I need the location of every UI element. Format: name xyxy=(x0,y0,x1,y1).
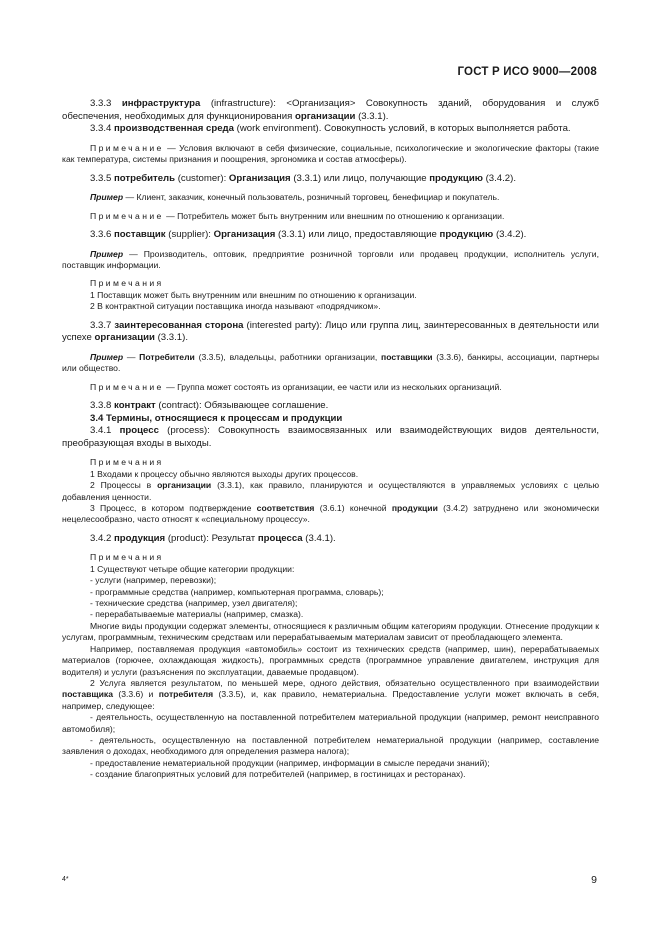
category-item: - технические средства (например, узел двигателя); xyxy=(90,598,298,609)
note-item: 2 Процессы в организации (3.3.1), как правило, планируются и осуществляются в управляемых условиях с целью добавления ценности. xyxy=(62,480,600,502)
example-3-3-6 xyxy=(62,249,599,272)
term-3-4-2 xyxy=(62,533,599,546)
term-reference: соответствия xyxy=(256,503,315,514)
term-name: заинтересованная сторона xyxy=(114,319,244,331)
document-code: ГОСТ Р ИСО 9000—2008 xyxy=(457,66,597,78)
term-name: процесс xyxy=(119,425,159,437)
term-number: 3.4.1 xyxy=(90,425,112,437)
term-definition: Обязывающее соглашение. xyxy=(204,400,329,412)
term-reference-number: (3.3.1). xyxy=(157,332,189,344)
service-item: - деятельность, осуществленную на поставленной потребителем нематериальной продукции (например, составление заявления о доходах, необходимого для определения размера налога); xyxy=(62,734,599,757)
notes-3-4-2 xyxy=(62,552,599,780)
note-item: 1 Поставщик может быть внутренним или внешним по отношению к организации. xyxy=(90,289,417,300)
notes-label: Примечания xyxy=(90,457,164,468)
category-item: - программные средства (например, компьютерная программа, словарь); xyxy=(90,586,384,597)
example-3-3-5 xyxy=(62,192,599,203)
example-text: (3.3.5), владельцы, работники организации, xyxy=(198,351,378,362)
example-text: (3.3.6), банкиры, ассоциации, партнеры или общество. xyxy=(62,351,599,374)
document-body xyxy=(62,98,599,781)
note-label: Примечание xyxy=(90,381,164,392)
example-label: Пример xyxy=(90,248,124,259)
note-3-3-4 xyxy=(62,143,599,166)
term-reference: поставщики xyxy=(381,351,433,362)
term-number: 3.3.3 xyxy=(90,98,112,109)
example-3-3-7 xyxy=(62,352,599,375)
term-3-4-1 xyxy=(62,425,599,450)
note-text: — Потребитель может быть внутренним или внешним по отношению к организации. xyxy=(166,210,505,221)
note-label: Примечание xyxy=(90,142,164,153)
term-reference-number: (3.4.1). xyxy=(305,532,336,544)
notes-3-4-1 xyxy=(62,457,599,525)
term-name: продукция xyxy=(114,532,166,544)
term-reference: поставщика xyxy=(62,689,113,700)
category-item: - услуги (например, перевозки); xyxy=(90,575,217,586)
term-reference-number: (3.4.2). xyxy=(485,172,517,184)
notes-3-3-6 xyxy=(62,278,599,312)
term-number: 3.3.4 xyxy=(90,123,112,135)
note-text: — Условия включают в себя физические, социальные, психологические и экологические факторы (такие как температура, системы признания и поощрения, эргономика и состав атмосферы). xyxy=(62,142,599,165)
term-3-3-4 xyxy=(62,123,599,136)
term-reference: продукции xyxy=(391,503,438,514)
note-item: 3 Процесс, в котором подтверждение соответствия (3.6.1) конечной продукции (3.4.2) затруднено или экономически нецелесообразно, часто относят к «специальному процессу». xyxy=(62,503,600,525)
page-number: 9 xyxy=(591,874,597,886)
term-english: (infrastructure): xyxy=(210,98,276,109)
term-definition: (3.3.1) или лицо, получающие xyxy=(293,172,427,184)
term-reference: организации xyxy=(94,332,155,344)
term-3-3-3 xyxy=(62,98,599,123)
term-3-3-7 xyxy=(62,320,599,345)
term-number: 3.3.6 xyxy=(90,229,112,240)
note-label: Примечание xyxy=(90,210,164,221)
example-dash: — xyxy=(126,351,136,362)
term-english: (supplier): xyxy=(168,229,211,240)
section-heading-3-4: 3.4 Термины, относящиеся к процессам и продукции xyxy=(90,412,343,424)
term-english: (interested party): xyxy=(246,319,323,331)
term-definition: Результат xyxy=(211,532,256,544)
term-reference: Организация xyxy=(213,229,276,240)
term-reference: продукцию xyxy=(429,172,483,184)
notes-label: Примечания xyxy=(90,552,164,563)
note-paragraph: Многие виды продукции содержат элементы, относящиеся к различным общим категориям продукции. Отнесение продукции к услугам, программным, техническим средствам или перерабатываемым материалам зависит от преобладающего элемента. xyxy=(62,620,599,643)
note-item: 1 Существуют четыре общие категории продукции: xyxy=(90,563,295,574)
example-label: Пример xyxy=(90,351,124,362)
category-item: - перерабатываемые материалы (например, смазка). xyxy=(90,609,304,620)
service-item: - предоставление нематериальной продукции (например, информации в смысле передачи знаний); xyxy=(90,757,490,768)
term-reference: организации xyxy=(157,480,212,491)
term-definition: (3.3.1) или лицо, предоставляющие xyxy=(278,229,437,240)
term-english: (process): xyxy=(167,425,210,437)
term-name: производственная среда xyxy=(114,123,234,135)
term-definition: Лицо или группа лиц, заинтересованных в деятельности или успехе xyxy=(62,319,600,344)
term-english: (product): xyxy=(167,532,209,544)
term-number: 3.3.5 xyxy=(90,172,112,184)
term-number: 3.3.8 xyxy=(90,400,112,412)
term-english: (work environment). xyxy=(236,123,322,135)
term-name: контракт xyxy=(114,400,156,412)
term-number: 3.3.7 xyxy=(90,319,112,331)
note-item: 2 В контрактной ситуации поставщика иногда называют «подрядчиком». xyxy=(90,301,381,312)
term-definition: Совокупность условий, в которых выполняется работа. xyxy=(324,123,571,135)
term-number: 3.4.2 xyxy=(90,532,112,544)
term-name: поставщик xyxy=(114,229,166,240)
term-name: потребитель xyxy=(114,172,176,184)
example-text: — Клиент, заказчик, конечный пользователь, розничный торговец, бенефициар и покупатель. xyxy=(125,192,500,203)
term-name: инфраструктура xyxy=(121,98,201,109)
term-english: (customer): xyxy=(177,172,227,184)
service-item: - создание благоприятных условий для потребителей (например, в гостиницах и ресторанах). xyxy=(90,769,466,780)
note-item: 1 Входами к процессу обычно являются выходы других процессов. xyxy=(90,468,359,479)
note-3-3-5 xyxy=(62,211,599,222)
term-reference-number: (3.4.2). xyxy=(495,229,527,240)
note-3-3-7 xyxy=(62,382,599,393)
example-label: Пример xyxy=(90,192,124,203)
term-reference: организации xyxy=(294,110,356,122)
note-text: — Группа может состоять из организации, ее части или из нескольких организаций. xyxy=(166,381,502,392)
term-3-3-8 xyxy=(62,400,599,413)
term-definition: Совокупность взаимосвязанных или взаимодействующих видов деятельности, преобразующая входы в выходы. xyxy=(62,425,599,449)
note-paragraph: Например, поставляемая продукция «автомобиль» состоит из технических средств (например, шин), перерабатываемых материалов (горючее, охлаждающая жидкость), программных средств (программное управление двигателем, инструкция для водителя) и услуги (разъяснения по эксплуатации, даваемые продавцом). xyxy=(62,643,599,677)
term-definition: <Организация> Совокупность зданий, оборудования и служб обеспечения, необходимых для функционирования xyxy=(62,98,599,122)
term-reference-number: (3.3.1). xyxy=(358,110,389,122)
notes-label: Примечания xyxy=(90,278,164,289)
term-3-3-5 xyxy=(62,173,599,186)
term-reference: Потребители xyxy=(139,351,195,362)
note-item: 2 Услуга является результатом, по меньшей мере, одного действия, обязательно осуществленного при взаимодействии поставщика (3.3.6) и потребителя (3.3.5), и, как правило, нематериальна. Предоставление услуги может включать в себя, например, следующее: xyxy=(62,677,599,711)
signature-mark: 4* xyxy=(62,876,69,883)
term-3-3-6 xyxy=(62,229,599,242)
term-english: (contract): xyxy=(158,400,202,412)
term-reference: продукцию xyxy=(439,229,494,240)
term-reference: Организация xyxy=(228,172,291,184)
term-reference: процесса xyxy=(257,532,303,544)
example-text: — Производитель, оптовик, предприятие розничной торговли или продавец продукции, исполнитель услуги, поставщик информации. xyxy=(62,248,599,270)
service-item: - деятельность, осуществленную на поставленной потребителем материальной продукции (например, ремонт неисправного автомобиля); xyxy=(62,712,599,734)
term-reference: потребителя xyxy=(158,689,214,700)
